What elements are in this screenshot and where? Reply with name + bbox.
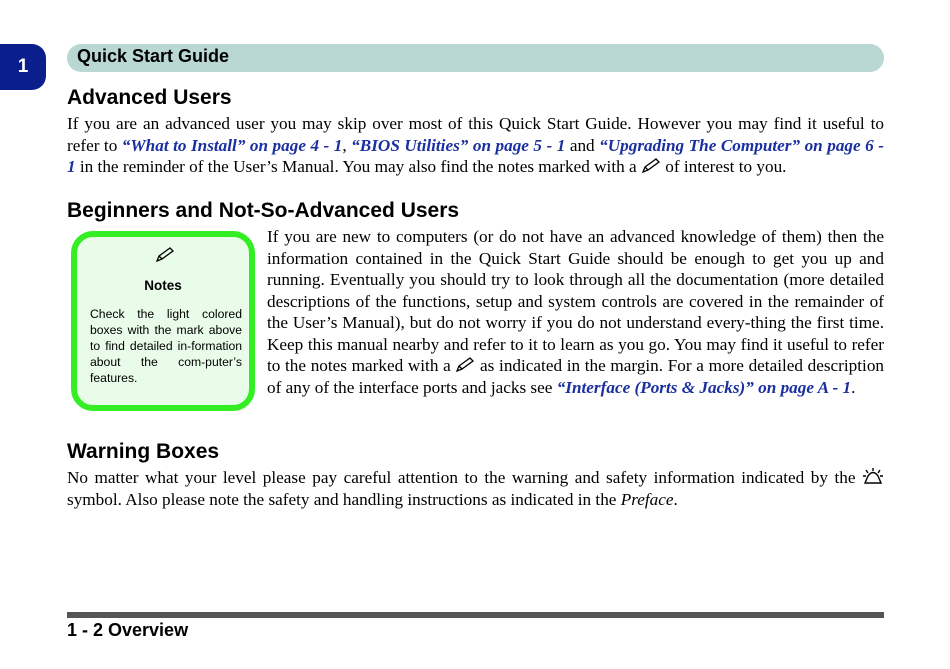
beginners-heading: Beginners and Not-So-Advanced Users xyxy=(67,199,460,222)
beginners-paragraph xyxy=(267,226,884,398)
warning-burst-icon xyxy=(862,467,884,485)
text: and xyxy=(565,135,600,155)
link-bios-utilities[interactable]: “BIOS Utilities” on page 5 - 1 xyxy=(351,135,566,155)
text: symbol. Also please note the safety and handling instructions as indicated in the xyxy=(67,489,621,509)
preface-text: Preface xyxy=(620,489,674,509)
link-upgrading-computer[interactable]: “Upgrading The Computer” on page 6 - 1 xyxy=(67,135,884,176)
warning-paragraph xyxy=(67,467,884,510)
notes-title: Notes xyxy=(144,278,182,293)
chapter-tab: 1 xyxy=(0,44,46,90)
text: as indicated in the margin. For a more detailed description of any of the interface ports and jacks see xyxy=(267,356,885,397)
text: in the reminder of the User’s Manual. You may also find the notes marked with a xyxy=(75,157,641,176)
text: If you are an advanced user you may skip over most of this Quick Start Guide. However you may find it useful to refer to xyxy=(67,114,884,155)
footer-page-label: 1 - 2 Overview xyxy=(67,620,189,640)
link-what-to-install[interactable]: “What to Install” on page 4 - 1 xyxy=(121,135,343,155)
text: No matter what your level please pay careful attention to the warning and safety information indicated by the xyxy=(67,468,862,487)
text: . xyxy=(673,489,678,509)
header-bar xyxy=(67,44,884,72)
text: of interest to you. xyxy=(660,157,787,176)
pencil-icon xyxy=(641,158,661,174)
text: , xyxy=(342,135,352,155)
header-title: Quick Start Guide xyxy=(77,46,230,66)
advanced-users-paragraph xyxy=(67,113,884,178)
text: If you are new to computers (or do not have an advanced knowledge of them) then the information contained in the Quick Start Guide should be enough to get you up and running. Eventually you should try to look through all the documentation (more detailed descriptions of the functions, setup and system controls are covered in the remainder of the User’s Manual), but do not worry if you do not understand every-thing the first time. Keep this manual nearby and refer to it to learn as you go. You may find it useful to refer to the notes marked with a xyxy=(267,227,884,375)
warning-boxes-heading: Warning Boxes xyxy=(67,440,220,463)
link-interface-ports-jacks[interactable]: “Interface (Ports & Jacks)” on page A - 1 xyxy=(556,377,852,397)
advanced-users-heading: Advanced Users xyxy=(67,86,232,109)
notes-body: Check the light colored boxes with the mark above to find detailed in-formation about the com-puter’s features. xyxy=(90,307,242,385)
footer-rule xyxy=(67,612,884,618)
pencil-icon xyxy=(155,247,175,263)
notes-box xyxy=(71,231,255,411)
pencil-icon xyxy=(455,357,475,373)
text: . xyxy=(851,377,856,397)
